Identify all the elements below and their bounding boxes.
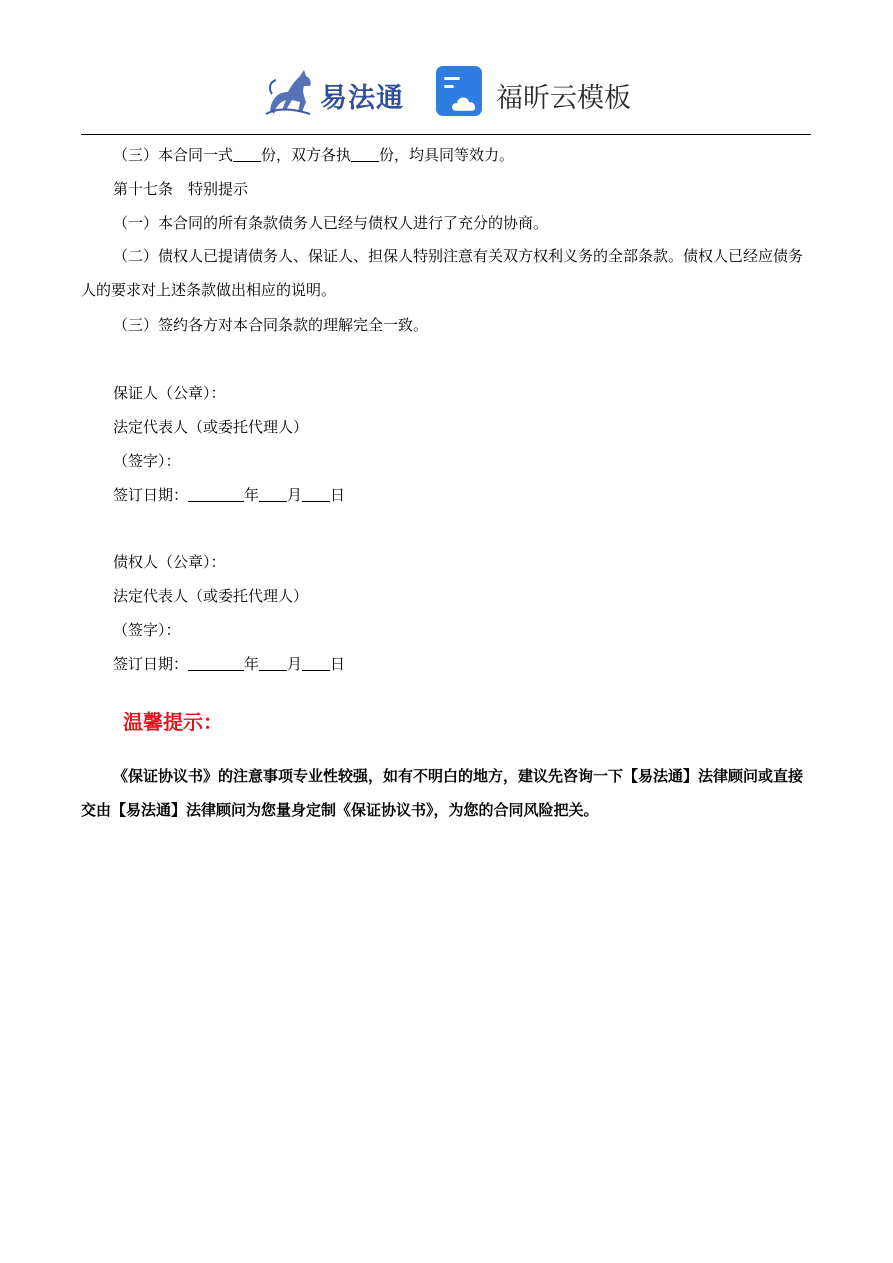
month-blank [259,486,287,502]
year-label: 年 [244,486,260,504]
guarantor-sign-label: （签字）： [113,452,181,470]
article-17-heading: 第十七条 特别提示 [113,180,249,198]
logo1-text: 易法通 [320,83,404,114]
copies-blank [233,146,261,162]
logo2-text: 福昕云模板 [496,83,631,114]
creditor-seal-label: 债权人（公章）： [113,553,226,571]
clause-3 [113,145,514,165]
clause-3-text-c: 份，均具同等效力。 [379,146,515,164]
year-blank [188,655,244,671]
day-blank [302,655,330,671]
month-label: 月 [287,486,303,504]
day-label: 日 [330,486,346,504]
creditor-date-line [113,654,345,674]
day-label: 日 [330,655,346,673]
date-label: 签订日期： [113,486,189,504]
item-3: （三）签约各方对本合同条款的理解完全一致。 [113,316,429,334]
item-2: （二）债权人已提请债务人、保证人、担保人特别注意有关双方权利义务的全部条款。债权人已经应债务人的要求对上述条款做出相应的说明。 [81,247,804,299]
clause-3-text-b: 份，双方各执 [261,146,352,164]
year-label: 年 [244,655,260,673]
guarantor-date-line [113,485,345,505]
yifatong-logo [262,64,412,120]
tip-body: 《保证协议书》的注意事项专业性较强，如有不明白的地方，建议先咨询一下【易法通】法律顾问或直接交由【易法通】法律顾问为您量身定制《保证协议书》，为您的合同风险把关。 [81,767,804,819]
guarantor-seal-label: 保证人（公章）： [113,384,226,402]
horse-logo-icon [262,64,322,120]
item-1: （一）本合同的所有条款债务人已经与债权人进行了充分的协商。 [113,214,549,232]
date-label: 签订日期： [113,655,189,673]
creditor-rep-label: 法定代表人（或委托代理人） [113,587,309,605]
clause-3-text-a: （三）本合同一式 [113,146,234,164]
page-header [0,60,893,124]
guarantor-rep-label: 法定代表人（或委托代理人） [113,418,309,436]
each-copies-blank [351,146,379,162]
tip-title: 温馨提示： [123,710,223,734]
month-blank [259,655,287,671]
creditor-sign-label: （签字）： [113,621,181,639]
day-blank [302,486,330,502]
year-blank [188,486,244,502]
cloud-document-icon [436,66,486,118]
foxit-template-logo [436,66,636,118]
header-divider [81,134,811,135]
month-label: 月 [287,655,303,673]
